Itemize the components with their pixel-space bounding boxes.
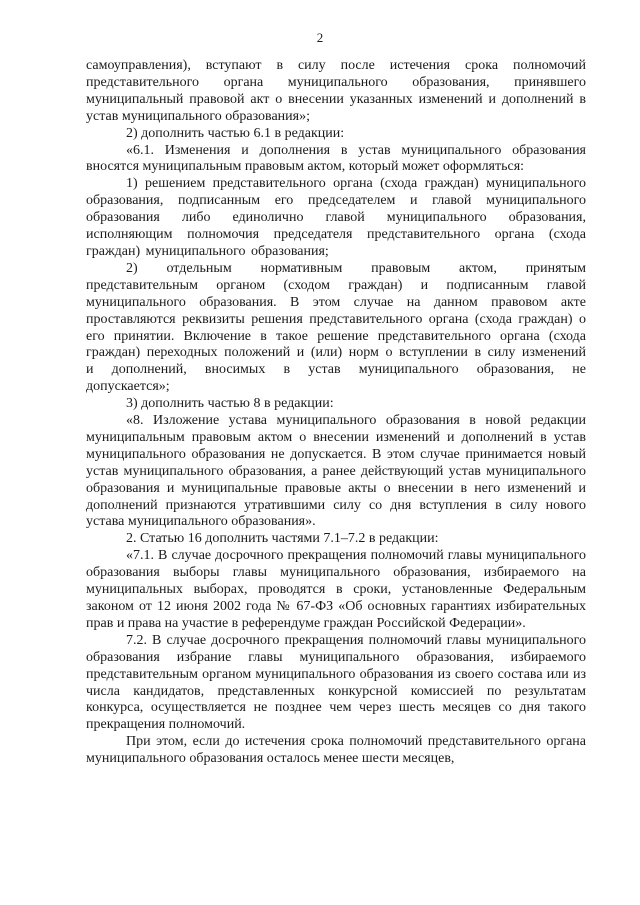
- paragraph-part-8: «8. Изложение устава муниципального образования в новой редакции муниципальным правовым актом о внесении изменений и дополнений в устав муниципального образования не допускается. В этом случае принимается новый устав муниципального образования, а ранее действующий устав муниципального образования и муниципальные правовые акты о внесении в него изменений и дополнений признаются утратившими силу со дня вступления в силу нового устава муниципального образования».: [86, 413, 586, 530]
- paragraph-continuation: самоуправления), вступают в силу после истечения срока полномочий представительного органа муниципального образования, принявшего муниципальный правовой акт о внесении указанных изменений и дополнений в устав муниципального образования»;: [86, 58, 586, 124]
- paragraph-part-6-1: «6.1. Изменения и дополнения в устав муниципального образования вносятся муниципальным правовым актом, который может оформляться:: [86, 142, 586, 175]
- paragraph-part-7-2: 7.2. В случае досрочного прекращения полномочий главы муниципального образования избрание главы муниципального образования, избираемого представительным органом муниципального образования из своего состава или из числа кандидатов, представленных конкурсной комиссией по результатам конкурса, осуществляется не позднее чем через шесть месяцев со дня такого прекращения полномочий.: [86, 632, 586, 733]
- paragraph-subitem-2: 2) отдельным нормативным правовым актом, принятым представительным органом (сходом граждан) и подписанным главой муниципального образования. В этом случае на данном правовом акте проставляются реквизиты решения представительного органа (схода граждан) о его принятии. Включение в такое решение представительного органа (схода граждан) переходных положений и (или) норм о вступлении в силу изменений и дополнений, вносимых в устав муниципального образования, не допускается»;: [86, 260, 586, 395]
- paragraph-part-7-1: «7.1. В случае досрочного прекращения полномочий главы муниципального образования выборы главы муниципального образования, избираемого на муниципальных выборах, проводятся в сроки, установленные Федеральным законом от 12 июня 2002 года № 67-ФЗ «Об основных гарантиях избирательных прав и права на участие в референдуме граждан Российской Федерации».: [86, 548, 586, 631]
- document-body: [86, 58, 586, 768]
- paragraph-item-3: 3) дополнить частью 8 в редакции:: [126, 396, 334, 412]
- paragraph-subitem-1: 1) решением представительного органа (схода граждан) муниципального образования, подписанным его председателем и главой муниципального образования либо единолично главой муниципального образования, исполняющим полномочия председателя представительного органа (схода граждан) муниципального образования;: [86, 176, 586, 259]
- paragraph-item-2: 2) дополнить частью 6.1 в редакции:: [126, 125, 345, 141]
- page-number: 2: [316, 30, 324, 45]
- paragraph-closing: При этом, если до истечения срока полномочий представительного органа муниципального образования осталось менее шести месяцев,: [86, 734, 586, 767]
- paragraph-article-16: 2. Статью 16 дополнить частями 7.1–7.2 в редакции:: [126, 531, 439, 547]
